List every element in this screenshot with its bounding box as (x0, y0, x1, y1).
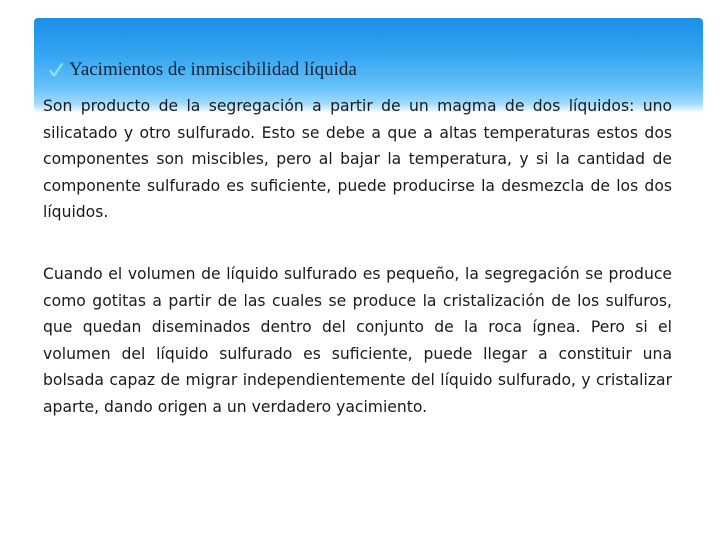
checkmark-icon (49, 62, 63, 78)
slide-title-row (49, 57, 357, 83)
paragraph-2: Cuando el volumen de líquido sulfurado es pequeño, la segregación se produce como gotitas a partir de las cuales se produce la cristalización de los sulfuros, que quedan diseminados dentro del conjunto de la roca ígnea. Pero si el volumen del líquido sulfurado es suficiente, puede llegar a constituir una bolsada capaz de migrar independientemente del líquido sulfurado, y cristalizar aparte, dando origen a un verdadero yacimiento. (43, 265, 672, 416)
slide-title: Yacimientos de inmiscibilidad líquida (69, 59, 357, 80)
paragraph-1: Son producto de la segregación a partir de un magma de dos líquidos: uno silicatado y otro sulfurado. Esto se debe a que a altas temperaturas estos dos componentes son miscibles, pero al bajar la temperatura, y si la cantidad de componente sulfurado es suficiente, puede producirse la desmezcla de los dos líquidos. (43, 97, 672, 222)
